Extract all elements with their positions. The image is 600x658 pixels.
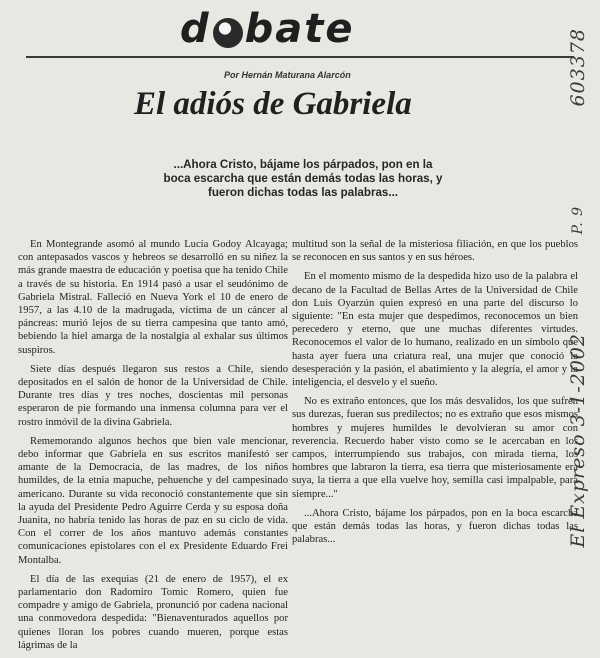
paragraph-1: En Montegrande asomó al mundo Lucía Godoy Alcayaga; con antepasados vascos y hebreos se desarrolló en su niñez la más grande maestra de educación y poetisa que ha tenido Chile a través de su historia. En 1914 pasó a usar el seudónimo de Gabriela Mistral. Falleció en Nueva York el 10 de enero de 1957, a las 4.10 de la madrugada, víctima de un cáncer al páncreas: murió lejos de su tierra campesina que tanto amó, bebiendo la hiel amarga de la nostalgia al exhalar sus últimos suspiros. [18,239,288,356]
paragraph-7: No es extraño entonces, que los más desvalidos, los que sufren sus durezas, fueran sus predilectos; no es extraño que esos mismos hombres y mujeres humildes le devolvieran su amor con reverencia. Recuerdo haber visto como se le acercaban en los campos, interrumpiendo sus trabajos, con mirada tierna, los hombres que labraron la tierra, esa tierra que misteriosamente era suya, la tierra a que ella vuelve hoy, semilla casi impalpable, para siempre..." [292,396,578,500]
byline: Por Hernán Maturana Alarcón [224,70,351,80]
handwritten-page: P. 9 [570,205,586,235]
pull-quote: ...Ahora Cristo, bájame los párpados, pon en la boca escarcha que están demás todas las horas, y fueron dichas todas las palabras... [163,158,443,199]
handwritten-annotation [558,28,598,548]
header-rule [26,56,574,58]
masthead-prefix: d [180,6,211,52]
paragraph-3: Rememorando algunos hechos que bien vale mencionar, debo informar que Gabriela en sus escritos manifestó ser amante de la Democracia, de las madres, de los niños humildes, de la etnia mapuche, pehuenche y del campesinado americano. Durante su vida reconoció constantemente que sin la ayuda del Presidente Pedro Aguirre Cerda y su esposa doña Juanita, no habría tenido las horas de paz en su ciclo de vida. Con el correr de los años mantuvo además constantes comunicaciones epistolares con el ex Presidente Eduardo Frei Montalba. [18,435,288,566]
globe-e-icon [213,18,243,48]
paragraph-5: multitud son la señal de la misteriosa filiación, en que los pueblos se reconocen en sus santos y en sus héroes. [292,239,578,264]
column-left [18,238,288,658]
column-left-top [18,144,288,150]
paragraph-6: En el momento mismo de la despedida hizo uso de la palabra el decano de la Facultad de Bellas Artes de la Universidad de Chile don Luis Oyarzún quien expresó en una parte del discurso lo siguiente: "En esta mujer que despedimos, reconocemos un bien perecedero y eterno, que une muchas diferentes virtudes. Reconocemos el valor de lo humano, realizado en un símbolo que hasta ayer fuera una criatura real, una mujer que conoció la desesperación y la pasión, el abatimiento y la alegría, el amor y la inteligencia, el desvelo y el sueño. [292,271,578,389]
article-title: El adiós de Gabriela [134,86,412,122]
paragraph-4: El día de las exequias (21 de enero de 1957), el ex parlamentario don Radomiro Tomic Romero, quien fue compadre y amigo de Gabriela, pronunció por cadena nacional una conmovedora despedida: "Bienaventurados aquellos por quienes lloran los pobres cuando mueren, porque estas lágrimas de la [18,573,288,651]
paragraph-2: Siete días después llegaron sus restos a Chile, siendo depositados en el salón de honor de la Universidad de Chile. Durante tres días y tres noches, doscientas mil personas esperaron de pie formando una inmensa columna para ver el rostro inmóvil de la divina Gabriela. [18,363,288,428]
paragraph-8: ...Ahora Cristo, bájame los párpados, pon en la boca escarcha que están demás todas las horas, y fueron dichas todas las palabras... [292,507,578,546]
section-masthead [180,6,355,52]
handwritten-id: 603378 [567,28,589,107]
handwritten-source-date: El Expreso 3-1-2002 [567,333,589,548]
column-right [292,238,578,552]
masthead-suffix: bate [244,6,355,52]
